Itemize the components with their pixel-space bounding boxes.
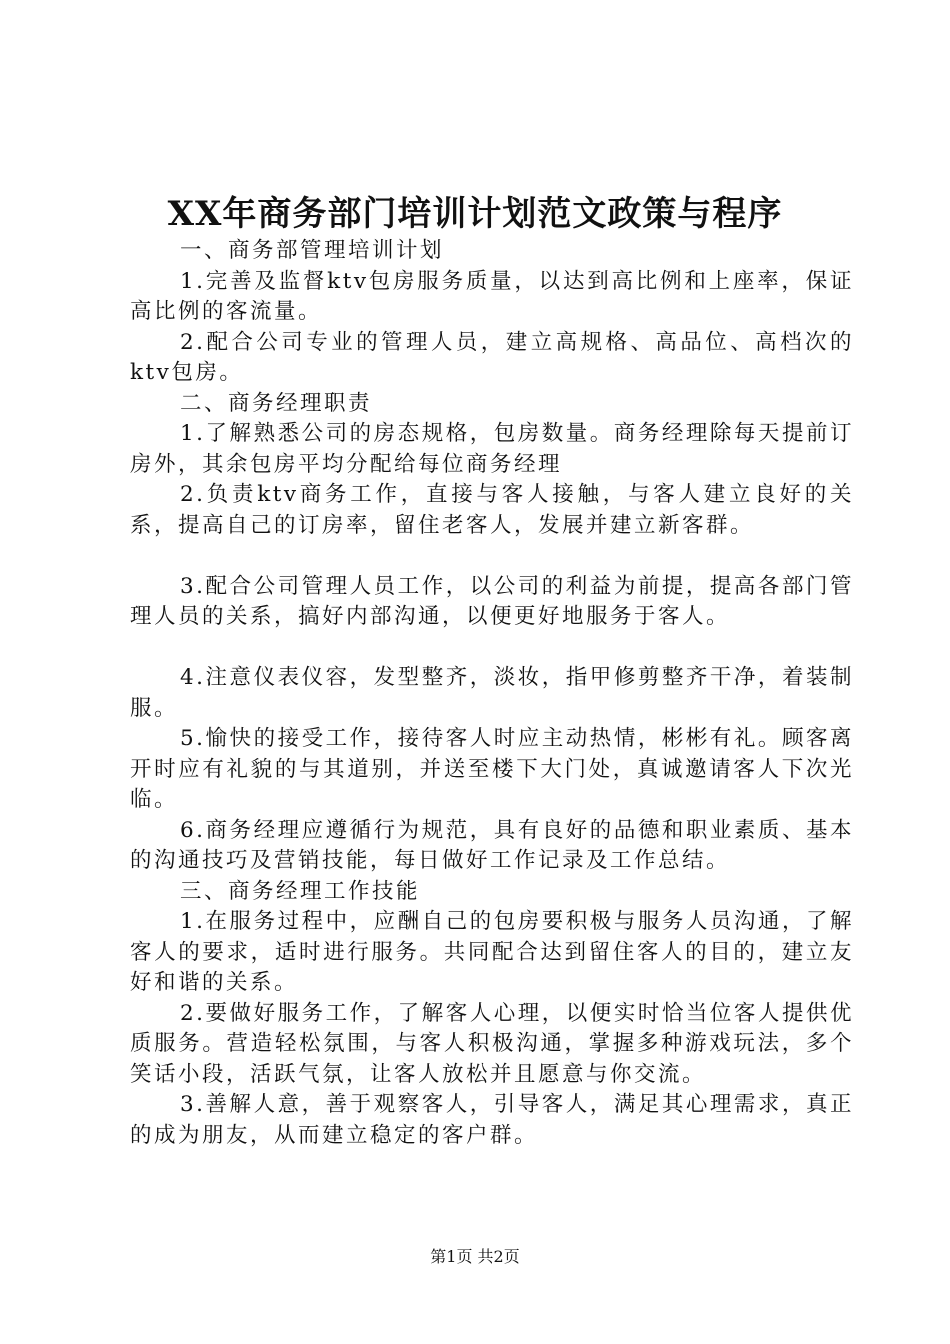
paragraph: 6.商务经理应遵循行为规范，具有良好的品德和职业素质、基本的沟通技巧及营销技能，每日做好工作记录及工作总结。 xyxy=(130,817,854,873)
document-body xyxy=(130,236,854,1151)
paragraph: 5.愉快的接受工作，接待客人时应主动热情，彬彬有礼。顾客离开时应有礼貌的与其道别，并送至楼下大门处，真诚邀请客人下次光临。 xyxy=(130,726,854,812)
section-heading: 一、商务部管理培训计划 xyxy=(180,238,445,263)
paragraph: 2.要做好服务工作，了解客人心理，以便实时恰当位客人提供优质服务。营造轻松氛围，与客人积极沟通，掌握多种游戏玩法，多个笑话小段，活跃气氛，让客人放松并且愿意与你交流。 xyxy=(130,1000,854,1087)
paragraph: 4.注意仪表仪容，发型整齐，淡妆，指甲修剪整齐干净，着装制服。 xyxy=(130,665,854,721)
paragraph: 1.完善及监督ktv包房服务质量，以达到高比例和上座率，保证高比例的客流量。 xyxy=(130,268,854,324)
paragraph: 1.了解熟悉公司的房态规格，包房数量。商务经理除每天提前订房外，其余包房平均分配给每位商务经理 xyxy=(130,421,854,477)
paragraph: 3.配合公司管理人员工作，以公司的利益为前提，提高各部门管理人员的关系，搞好内部沟通，以便更好地服务于客人。 xyxy=(130,573,854,629)
document-title: XX年商务部门培训计划范文政策与程序 xyxy=(167,194,783,234)
page-number: 第1页 共2页 xyxy=(430,1247,520,1266)
paragraph: 2.负责ktv商务工作，直接与客人接触，与客人建立良好的关系，提高自己的订房率，留住老客人，发展并建立新客群。 xyxy=(130,482,854,538)
section-heading: 三、商务经理工作技能 xyxy=(180,878,421,904)
section-heading: 二、商务经理职责 xyxy=(180,390,373,416)
paragraph: 3.善解人意，善于观察客人，引导客人，满足其心理需求，真正的成为朋友，从而建立稳定的客户群。 xyxy=(130,1092,854,1148)
paragraph: 2.配合公司专业的管理人员，建立高规格、高品位、高档次的ktv包房。 xyxy=(130,329,854,385)
paragraph: 1.在服务过程中，应酬自己的包房要积极与服务人员沟通，了解客人的要求，适时进行服务。共同配合达到留住客人的目的，建立友好和谐的关系。 xyxy=(130,909,854,995)
